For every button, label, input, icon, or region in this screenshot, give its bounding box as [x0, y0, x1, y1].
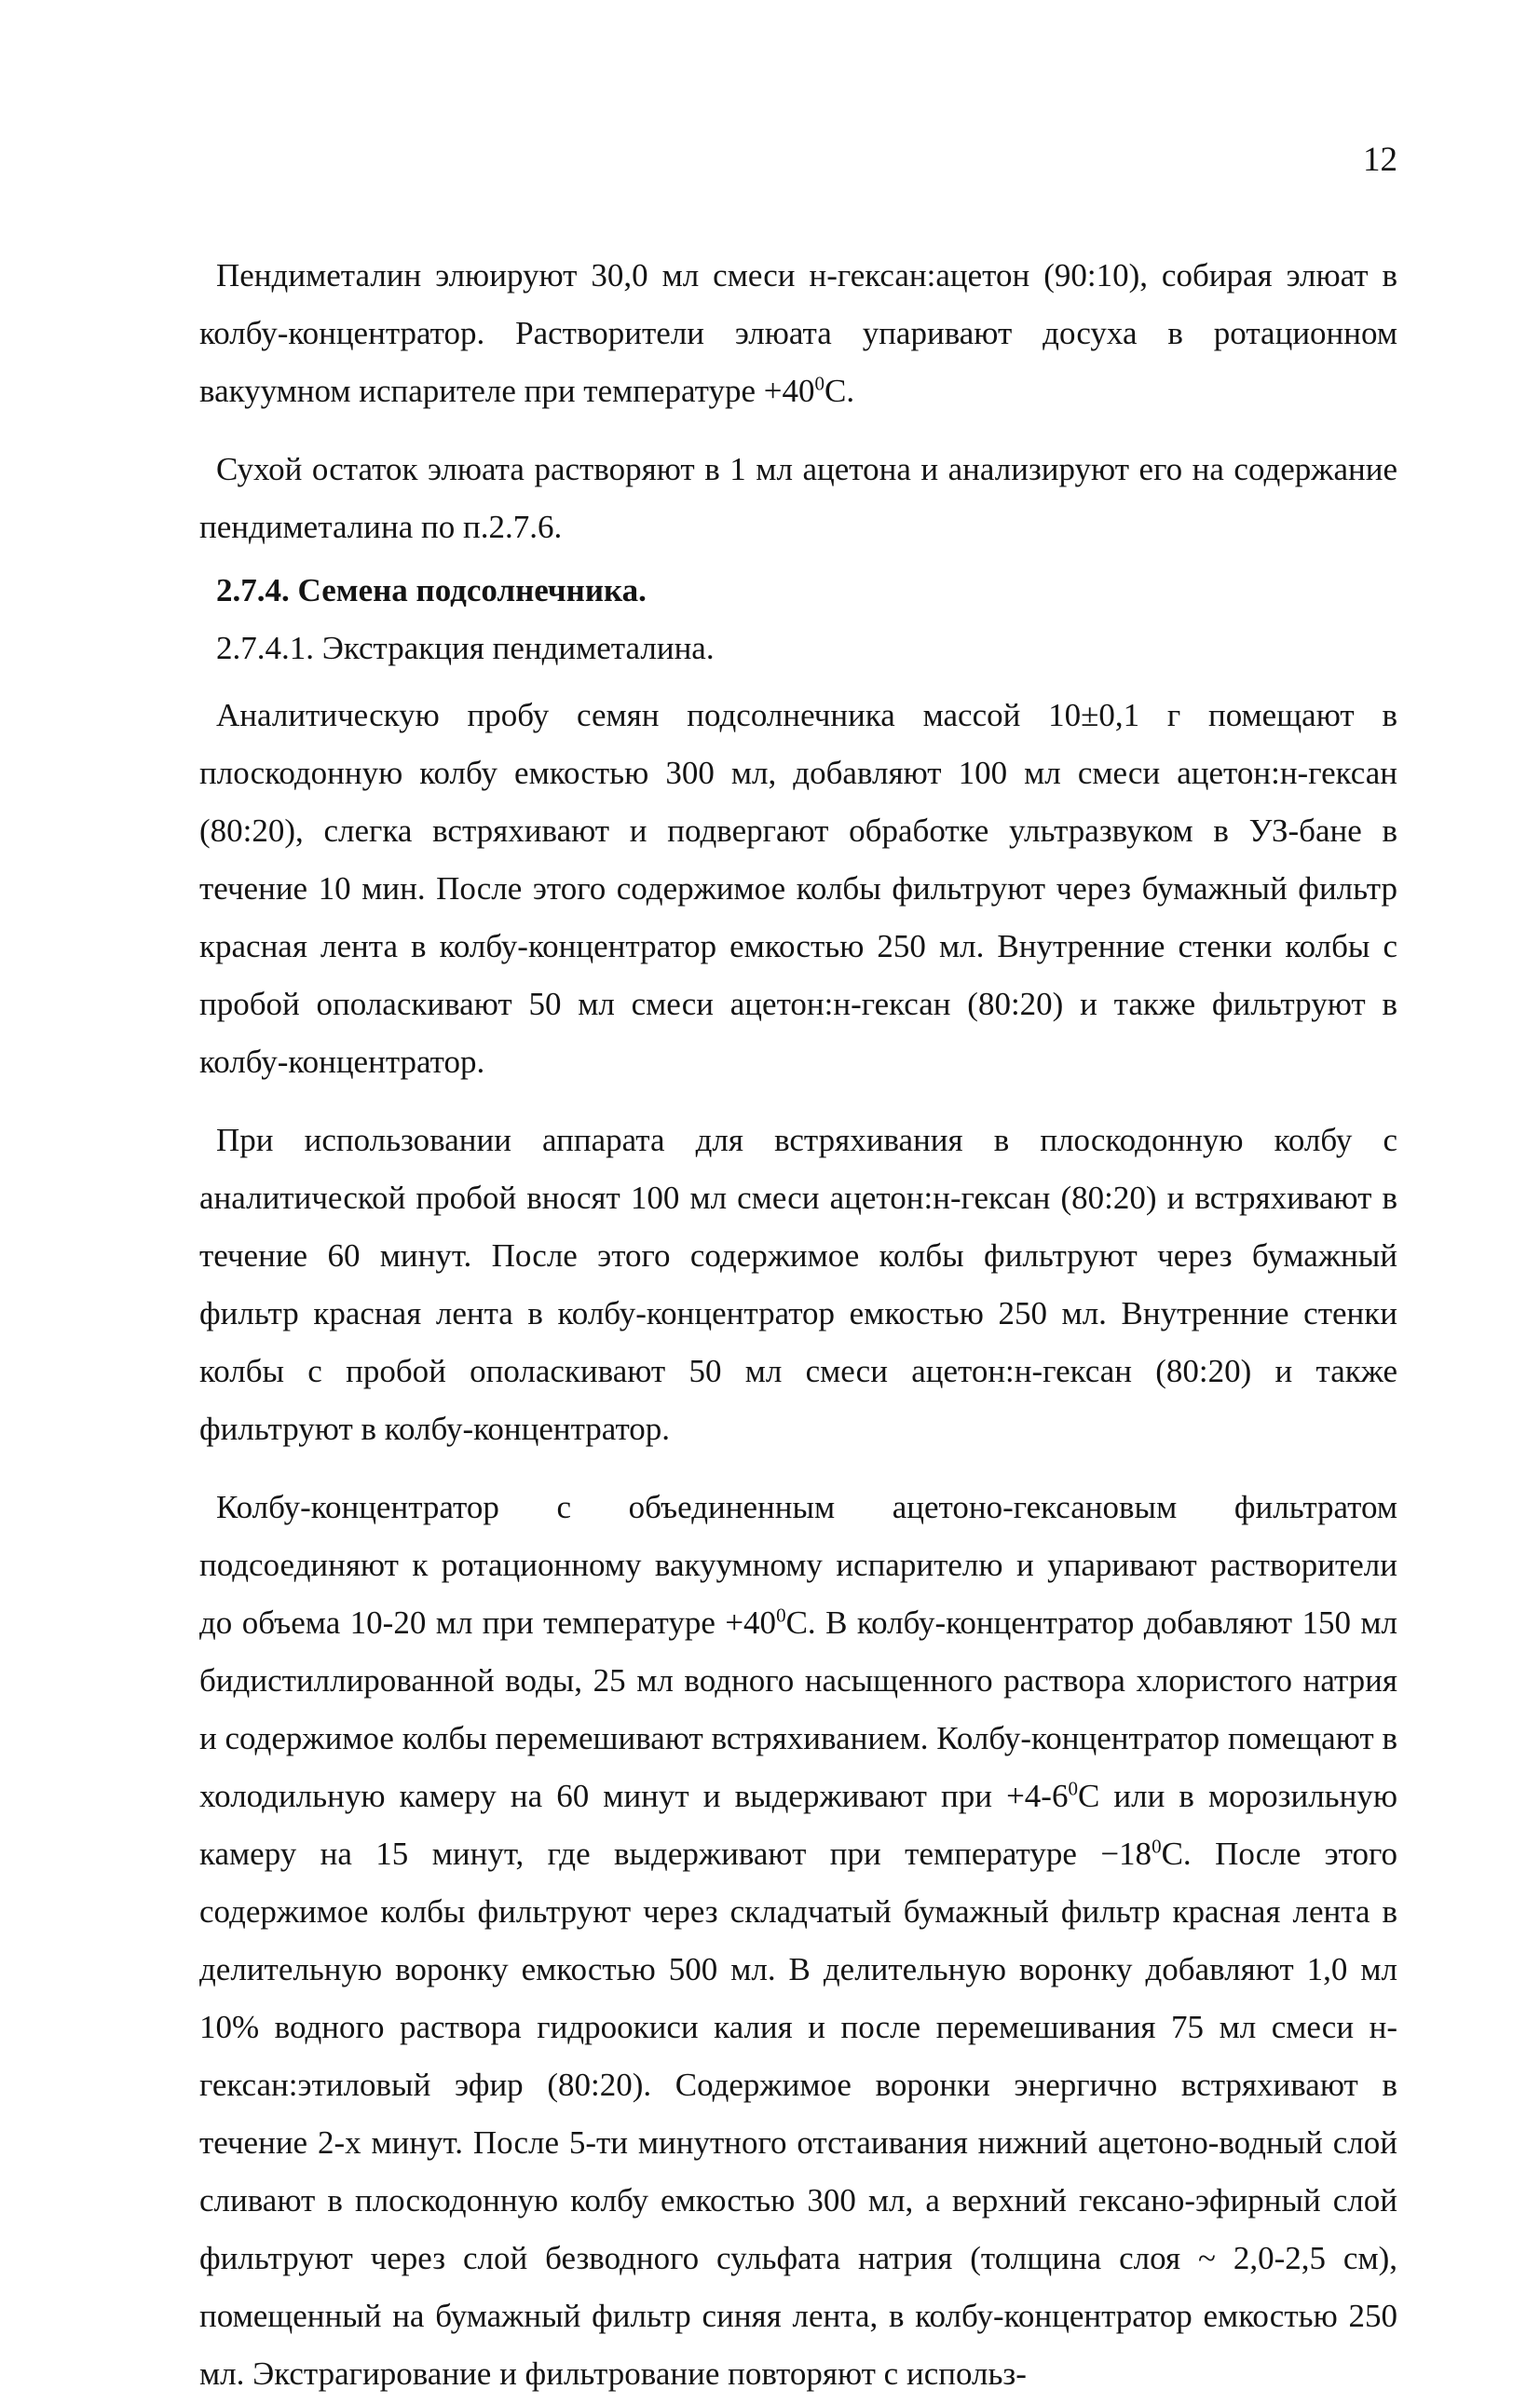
section-heading: 2.7.4. Семена подсолнечника. — [216, 572, 647, 608]
paragraph-concentration-part2: С. В колбу-концентратор добавляют 150 мл бидистиллированной воды, 25 мл водного насыщенного раствора хлористого натрия и содержимое колбы перемешивают встряхиванием. Колбу-концентратор помещают в холодильную камеру на 60 минут и выдерживают при +4-6 — [199, 1604, 1397, 1814]
paragraph-extraction: Аналитическую пробу семян подсолнечника массой 10±0,1 г помещают в плоскодонную колбу емкостью 300 мл, добавляют 100 мл смеси ацетон:н-гексан (80:20), слегка встряхивают и подвергают обработке ультразвуком в УЗ-бане в течение 10 мин. После этого содержимое колбы фильтруют через бумажный фильтр красная лента в колбу-концентратор емкостью 250 мл. Внутренние стенки колбы с пробой ополаскивают 50 мл смеси ацетон:н-гексан (80:20) и также фильтруют в колбу-концентратор. — [199, 697, 1397, 1080]
paragraph-shaker: При использовании аппарата для встряхивания в плоскодонную колбу с аналитической пробой вносят 100 мл смеси ацетон:н-гексан (80:20) и встряхивают в течение 60 минут. После этого содержимое колбы фильтруют через бумажный фильтр красная лента в колбу-концентратор емкостью 250 мл. Внутренние стенки колбы с пробой ополаскивают 50 мл смеси ацетон:н-гексан (80:20) и также фильтруют в колбу-концентратор. — [199, 1122, 1397, 1447]
paragraph-elution-tail: С. — [825, 373, 855, 409]
paragraph-concentration-part1: Колбу-концентратор с объединенным ацетоно-гексановым фильтратом подсоединяют к ротационному вакуумному испарителю и упаривают растворители до объема 10-20 мл при температуре +40 — [199, 1489, 1397, 1641]
degree-superscript: 0 — [1152, 1835, 1162, 1858]
subsection-heading: 2.7.4.1. Экстракция пендиметалина. — [216, 630, 715, 666]
paragraph-concentration — [199, 1479, 1397, 2403]
degree-superscript: 0 — [776, 1604, 786, 1627]
degree-superscript: 0 — [814, 372, 825, 395]
paragraph-elution-text: Пендиметалин элюируют 30,0 мл смеси н-гексан:ацетон (90:10), собирая элюат в колбу-концентратор. Растворители элюата упаривают досуха в ротационном вакуумном испарителе при температуре +40 — [199, 257, 1397, 409]
document-body — [199, 247, 1397, 2403]
degree-superscript: 0 — [1068, 1777, 1078, 1800]
paragraph-dry-residue: Сухой остаток элюата растворяют в 1 мл ацетона и анализируют его на содержание пендиметалина по п.2.7.6. — [199, 451, 1397, 545]
paragraph-concentration-part3: С или в морозильную камеру на 15 минут, где выдерживают при температуре −18 — [199, 1778, 1397, 1872]
paragraph-elution — [199, 247, 1397, 420]
paragraph-concentration-part4: С. После этого содержимое колбы фильтруют через складчатый бумажный фильтр красная лента в делительную воронку емкостью 500 мл. В делительную воронку добавляют 1,0 мл 10% водного раствора гидроокиси калия и после перемешивания 75 мл смеси н-гексан:этиловый эфир (80:20). Содержимое воронки энергично встряхивают в течение 2-х минут. После 5-ти минутного отстаивания нижний ацетоно-водный слой сливают в плоскодонную колбу емкостью 300 мл, а верхний гексано-эфирный слой фильтруют через слой безводного сульфата натрия (толщина слоя ~ 2,0-2,5 см), помещенный на бумажный фильтр синяя лента, в колбу-концентратор емкостью 250 мл. Экстрагирование и фильтрование повторяют с использ- — [199, 1836, 1397, 2392]
page-number: 12 — [1363, 141, 1397, 179]
